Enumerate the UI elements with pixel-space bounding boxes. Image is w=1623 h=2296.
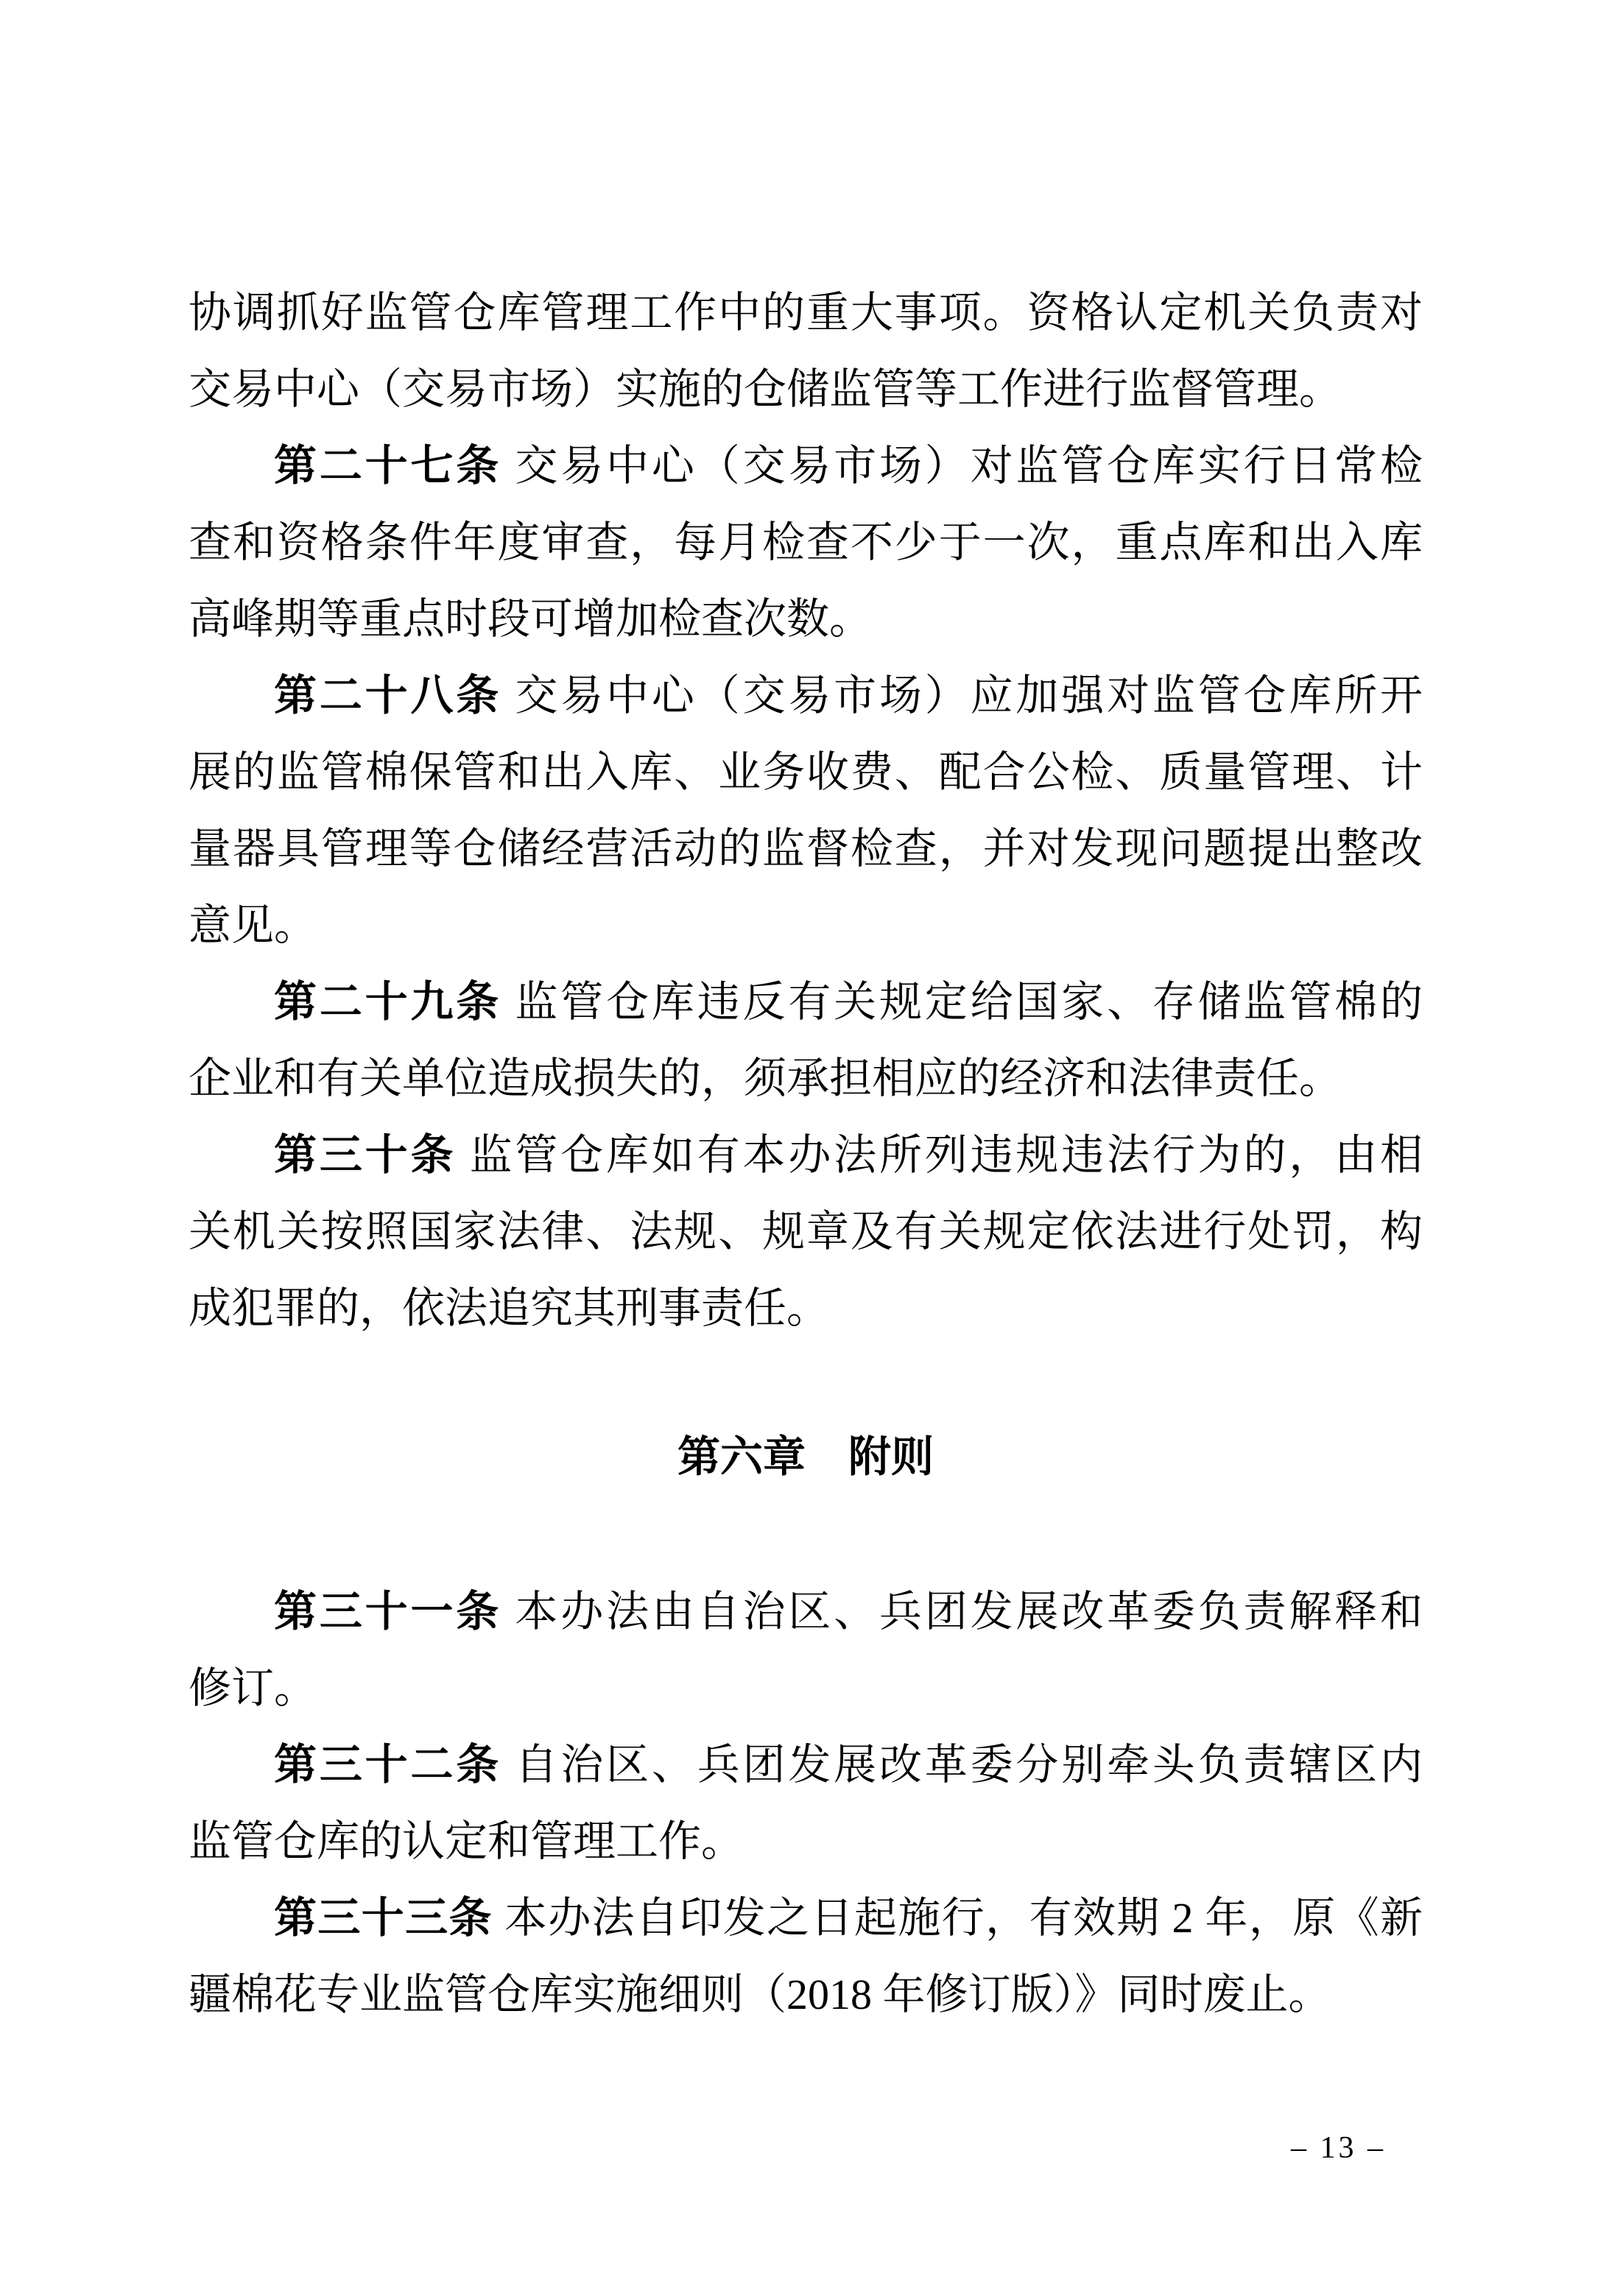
body-line [189, 1727, 1423, 1803]
body-line [189, 1880, 1423, 1957]
body-line [189, 1194, 1423, 1270]
body-line [189, 504, 1423, 581]
body-text: 监管仓库违反有关规定给国家、存储监管棉的 [501, 978, 1423, 1026]
body-line [189, 428, 1423, 504]
body-text: 关机关按照国家法律、法规、规章及有关规定依法进行处罚，构 [189, 1208, 1423, 1256]
article-number: 第二十九条 [274, 978, 502, 1026]
body-text: 企业和有关单位造成损失的，须承担相应的经济和法律责任。 [189, 1054, 1342, 1102]
body-line [189, 1117, 1423, 1194]
body-line [189, 1040, 1423, 1117]
body-line [189, 1650, 1423, 1727]
body-line [189, 1803, 1423, 1880]
body-line [189, 351, 1423, 428]
body-text: 本办法自印发之日起施行，有效期 2 年，原《新 [492, 1894, 1423, 1942]
body-line [189, 658, 1423, 734]
page-number: – 13 – [1291, 2131, 1386, 2165]
body-line [189, 581, 1423, 658]
body-text: 展的监管棉保管和出入库、业务收费、配合公检、质量管理、计 [189, 748, 1423, 796]
body-line [189, 1270, 1423, 1347]
body-text: 监管仓库如有本办法所列违规违法行为的，由相 [456, 1131, 1423, 1179]
body-line [189, 964, 1423, 1040]
article-number: 第二十八条 [274, 672, 502, 719]
body-line [189, 1957, 1423, 2033]
body-text: 监管仓库的认定和管理工作。 [189, 1817, 744, 1865]
body-line [189, 734, 1423, 811]
chapter-heading: 第六章 附则 [677, 1433, 934, 1481]
document-body [189, 275, 1423, 2033]
body-text: 自治区、兵团发展改革委分别牵头负责辖区内 [501, 1741, 1423, 1789]
article-number: 第二十七条 [274, 442, 502, 490]
body-line [189, 811, 1423, 887]
body-text: 疆棉花专业监管仓库实施细则（2018 年修订版）》同时废止。 [189, 1971, 1331, 2018]
body-line [189, 1574, 1423, 1650]
body-text: 量器具管理等仓储经营活动的监督检查，并对发现问题提出整改 [189, 825, 1423, 873]
body-text: 协调抓好监管仓库管理工作中的重大事项。资格认定机关负责对 [189, 289, 1423, 337]
article-number: 第三十三条 [274, 1894, 493, 1942]
body-text: 查和资格条件年度审查，每月检查不少于一次，重点库和出入库 [189, 518, 1423, 566]
body-text: 交易中心（交易市场）实施的仓储监管等工作进行监督管理。 [189, 365, 1342, 413]
body-text: 本办法由自治区、兵团发展改革委负责解释和 [501, 1588, 1423, 1635]
article-number: 第三十条 [274, 1131, 457, 1179]
body-text: 意见。 [189, 901, 317, 949]
body-text: 修订。 [189, 1664, 317, 1712]
article-number: 第三十二条 [274, 1741, 502, 1789]
body-text: 成犯罪的，依法追究其刑事责任。 [189, 1284, 830, 1332]
body-line [189, 275, 1423, 351]
body-line [189, 887, 1423, 964]
body-text: 高峰期等重点时段可增加检查次数。 [189, 595, 873, 643]
article-number: 第三十一条 [274, 1588, 502, 1635]
body-text: 交易中心（交易市场）对监管仓库实行日常检 [501, 442, 1423, 490]
body-text: 交易中心（交易市场）应加强对监管仓库所开 [501, 672, 1423, 719]
